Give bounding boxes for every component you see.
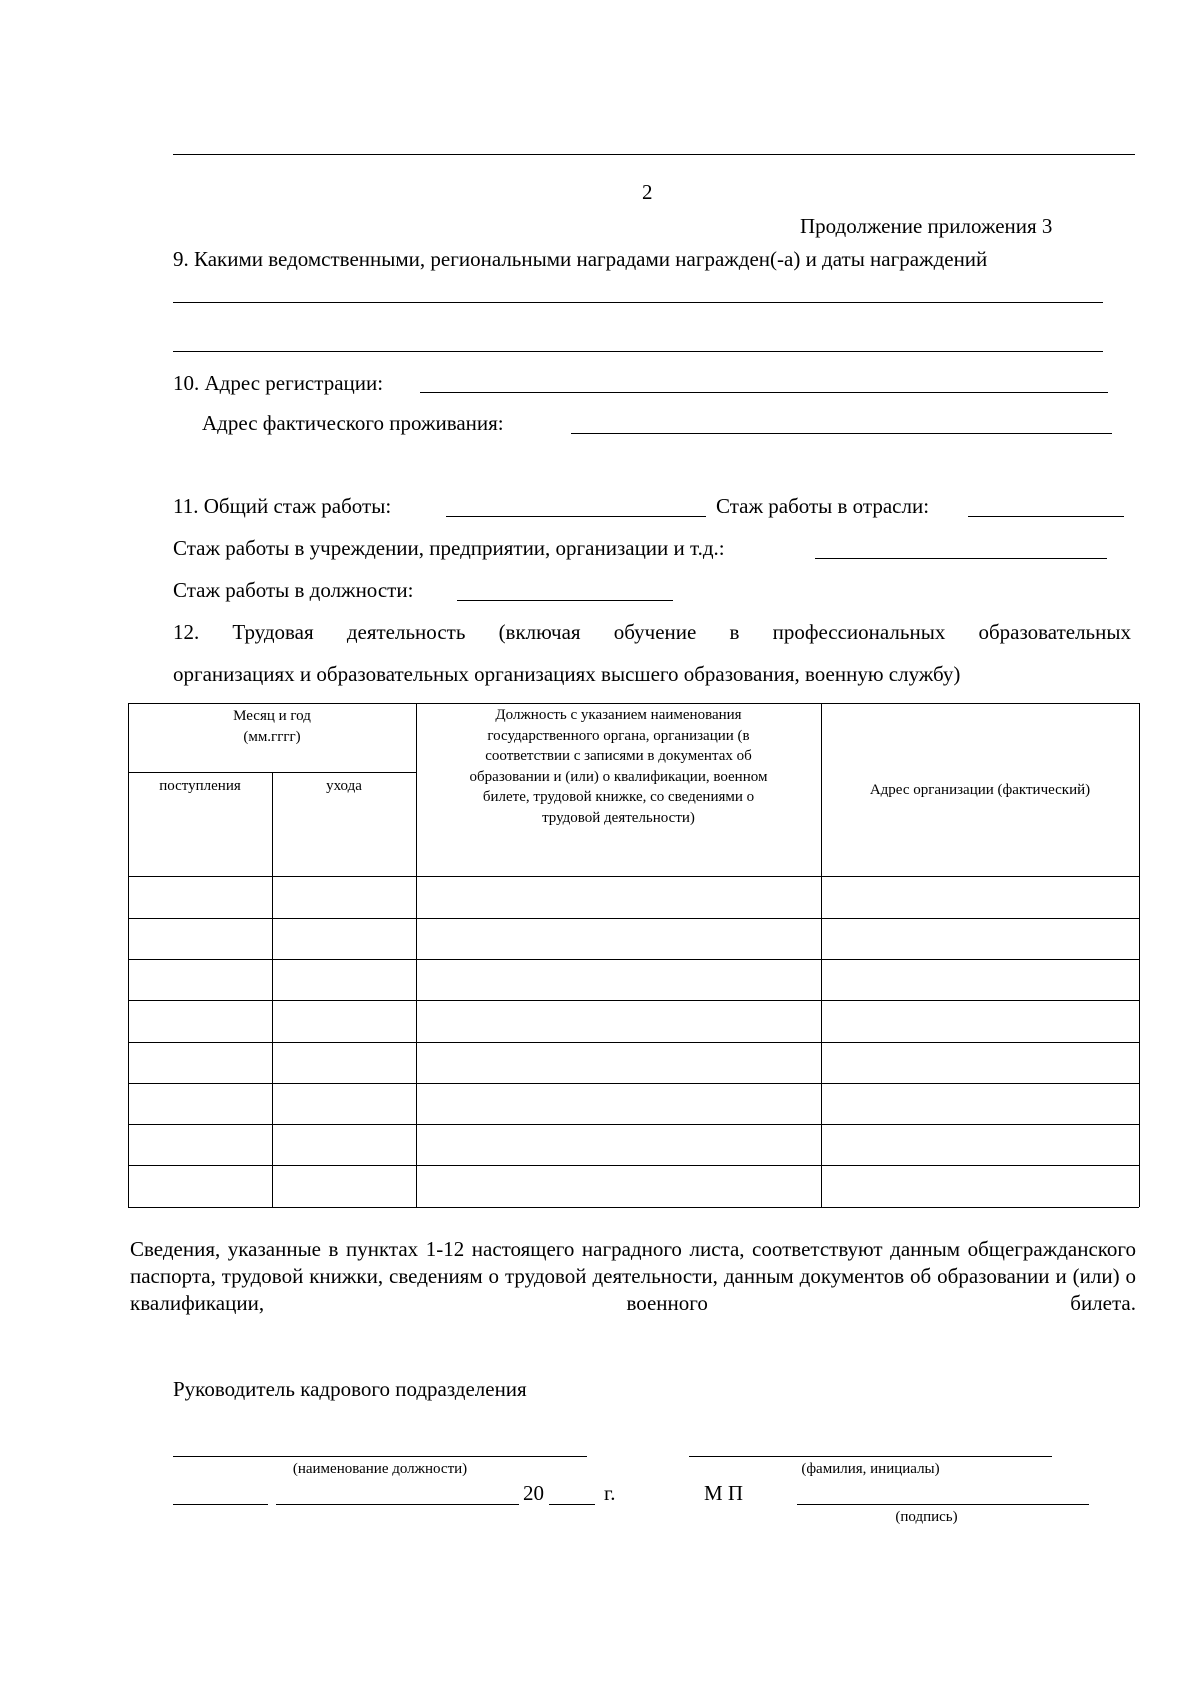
signature-field[interactable] (797, 1504, 1089, 1505)
table-cell-address[interactable] (822, 1166, 1138, 1206)
table-cell-address[interactable] (822, 1084, 1138, 1123)
industry-experience-label: Стаж работы в отрасли: (716, 494, 930, 518)
table-right-border (1139, 703, 1140, 1207)
position-header-line: трудовой деятельности) (542, 809, 695, 826)
table-cell-exit[interactable] (273, 1084, 415, 1123)
residence-address-field[interactable] (571, 433, 1112, 434)
item12-heading-line1-text: 12. Трудовая деятельность (включая обучение в профессиональных образовательных (173, 620, 1131, 644)
position-header-line: билете, трудовой книжке, со сведениями о (482, 789, 755, 805)
table-cell-position[interactable] (417, 1166, 820, 1206)
table-cell-entry[interactable] (129, 919, 271, 958)
position-header-line: Должность с указанием наименования (495, 707, 742, 723)
hr-head-title: Руководитель кадрового подразделения (173, 1377, 527, 1401)
table-cell-address[interactable] (822, 1001, 1138, 1041)
stamp-placeholder: М П (704, 1481, 744, 1505)
table-cell-entry[interactable] (129, 1166, 271, 1206)
position-header-line: образовании и (или) о квалификации, военном (469, 768, 768, 785)
table-cell-position[interactable] (417, 960, 820, 999)
surname-initials-field[interactable] (689, 1456, 1052, 1457)
table-cell-exit[interactable] (273, 877, 415, 917)
position-header-line: государственного органа, организации (в (487, 727, 750, 744)
table-cell-entry[interactable] (129, 960, 271, 999)
table-cell-position[interactable] (417, 919, 820, 958)
industry-experience-field[interactable] (968, 516, 1124, 517)
date-year-field[interactable] (549, 1504, 595, 1505)
month-year-header-line1: Месяц и год (233, 708, 311, 724)
registration-address-field[interactable] (420, 392, 1108, 393)
table-cell-position[interactable] (417, 1001, 820, 1041)
table-cell-position[interactable] (417, 877, 820, 917)
table-cell-entry[interactable] (129, 1043, 271, 1082)
year-prefix: 20 (523, 1481, 544, 1505)
item12-heading-line1 (173, 620, 1131, 644)
table-top-border (128, 703, 1139, 704)
table-cell-exit[interactable] (273, 1043, 415, 1082)
month-year-header (128, 706, 416, 747)
total-experience-field[interactable] (446, 516, 706, 517)
table-cell-entry[interactable] (129, 1125, 271, 1164)
table-cell-exit[interactable] (273, 1125, 415, 1164)
table-cell-entry[interactable] (129, 1084, 271, 1123)
table-cell-address[interactable] (822, 919, 1138, 958)
page-number: 2 (642, 180, 653, 204)
table-cell-entry[interactable] (129, 877, 271, 917)
item9-field-line-2[interactable] (173, 351, 1103, 352)
position-column-header (416, 705, 821, 828)
date-day-field[interactable] (173, 1504, 268, 1505)
table-cell-position[interactable] (417, 1084, 820, 1123)
address-column-header: Адрес организации (фактический) (869, 782, 1091, 798)
exit-column-header: ухода (326, 778, 362, 794)
position-header-line: соответствии с записями в документах об (485, 748, 752, 764)
position-experience-label: Стаж работы в должности: (173, 578, 414, 602)
certification-statement: Сведения, указанные в пунктах 1-12 настоящего наградного листа, соответствуют данным общегражданского паспорта, трудовой книжки, сведениям о трудовой деятельности, данным документов об образовании и (или) о квалификации, военного билета. (130, 1237, 1136, 1315)
registration-address-label: 10. Адрес регистрации: (173, 371, 384, 395)
table-cell-exit[interactable] (273, 919, 415, 958)
table-bottom-border (128, 1207, 1139, 1208)
table-cell-address[interactable] (822, 1043, 1138, 1082)
date-month-field[interactable] (276, 1504, 519, 1505)
item9-field-line-1[interactable] (173, 302, 1103, 303)
surname-initials-caption: (фамилия, инициалы) (801, 1461, 940, 1477)
year-suffix: г. (604, 1481, 616, 1505)
table-cell-address[interactable] (822, 877, 1138, 917)
total-experience-label: 11. Общий стаж работы: (173, 494, 392, 518)
table-cell-position[interactable] (417, 1043, 820, 1082)
header-rule (173, 154, 1135, 155)
organization-experience-field[interactable] (815, 558, 1107, 559)
continuation-caption: Продолжение приложения 3 (800, 214, 1053, 238)
table-cell-address[interactable] (822, 1125, 1138, 1164)
entry-column-header: поступления (159, 778, 241, 794)
residence-address-label: Адрес фактического проживания: (202, 411, 504, 435)
position-title-field[interactable] (173, 1456, 587, 1457)
table-cell-exit[interactable] (273, 1166, 415, 1206)
item9-label: 9. Какими ведомственными, региональными наградами награжден(-а) и даты награждений (173, 247, 988, 271)
position-title-caption: (наименование должности) (292, 1461, 468, 1477)
table-cell-entry[interactable] (129, 1001, 271, 1041)
month-year-divider (128, 772, 416, 773)
month-year-header-line2: (мм.гггг) (243, 728, 301, 745)
signature-caption: (подпись) (895, 1509, 958, 1525)
table-cell-position[interactable] (417, 1125, 820, 1164)
position-experience-field[interactable] (457, 600, 673, 601)
table-cell-exit[interactable] (273, 1001, 415, 1041)
table-cell-exit[interactable] (273, 960, 415, 999)
item12-heading-line2: организациях и образовательных организациях высшего образования, военную службу) (173, 662, 961, 686)
table-cell-address[interactable] (822, 960, 1138, 999)
organization-experience-label: Стаж работы в учреждении, предприятии, организации и т.д.: (173, 536, 725, 560)
